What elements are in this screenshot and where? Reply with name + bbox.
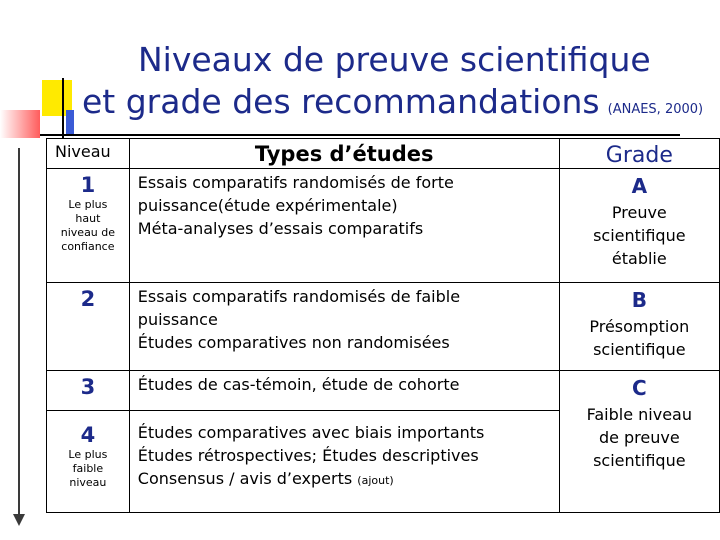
level-4-sub-1: Le plus <box>68 448 108 461</box>
table-header-row <box>47 139 720 169</box>
grade-b-desc-1: Présomption <box>589 317 690 336</box>
grade-a-desc-2: scientifique <box>593 226 686 245</box>
grade-b-cell <box>559 283 719 371</box>
level-4-type-3-note: (ajout) <box>357 474 394 487</box>
level-4-sub-2: faible <box>72 462 104 475</box>
evidence-table <box>46 138 720 513</box>
level-1-types <box>129 169 559 283</box>
level-2-type-3: Études comparatives non randomisées <box>137 333 450 352</box>
grade-c-letter: C <box>631 376 647 400</box>
level-1-sub-1: Le plus <box>68 198 108 211</box>
level-3-cell <box>47 371 130 411</box>
decor-horizontal-line <box>40 134 680 136</box>
grade-a-cell <box>559 169 719 283</box>
level-4-type-1: Études comparatives avec biais importants <box>137 423 485 442</box>
level-2-type-2: puissance <box>137 310 218 329</box>
header-niveau: Niveau <box>47 139 130 169</box>
table-row-level-3 <box>47 371 720 411</box>
title-source: (ANAES, 2000) <box>607 102 704 117</box>
title-line-2 <box>82 82 703 121</box>
grade-c-desc-2: de preuve <box>598 428 680 447</box>
decor-red-bar <box>0 110 40 138</box>
level-3-types <box>129 371 559 411</box>
level-3-type-1: Études de cas-témoin, étude de cohorte <box>137 375 460 394</box>
level-4-number: 4 <box>80 423 96 447</box>
title-line-2-text: et grade des recommandations <box>82 82 600 121</box>
level-3-number: 3 <box>80 375 96 399</box>
level-1-type-3: Méta-analyses d’essais comparatifs <box>137 219 424 238</box>
level-4-type-3-text: Consensus / avis d’experts <box>137 469 353 488</box>
level-1-sub-3: niveau de <box>60 226 116 239</box>
level-4-sub-3: niveau <box>69 476 107 489</box>
grade-a-letter: A <box>631 174 648 198</box>
level-2-type-1: Essais comparatifs randomisés de faible <box>137 287 461 306</box>
grade-c-desc-1: Faible niveau <box>586 405 692 424</box>
grade-a-desc-3: établie <box>611 249 667 268</box>
header-grade: Grade <box>559 139 719 169</box>
table-row-level-2 <box>47 283 720 371</box>
grade-a-desc-1: Preuve <box>611 203 667 222</box>
confidence-arrow <box>18 148 20 520</box>
table-row-level-1 <box>47 169 720 283</box>
header-types: Types d’études <box>129 139 559 169</box>
grade-c-cell <box>559 371 719 513</box>
decor-blue-bar <box>66 110 74 134</box>
decor-vertical-line <box>62 78 64 138</box>
grade-b-letter: B <box>631 288 647 312</box>
title-line-1: Niveaux de preuve scientifique <box>138 40 651 79</box>
level-1-sub-4: confiance <box>61 240 115 253</box>
grade-c-desc-3: scientifique <box>593 451 686 470</box>
level-1-type-2: puissance(étude expérimentale) <box>137 196 398 215</box>
level-2-cell <box>47 283 130 371</box>
arrow-down-icon <box>13 514 25 526</box>
level-4-types <box>129 411 559 513</box>
level-4-cell <box>47 411 130 513</box>
level-1-sub-2: haut <box>75 212 101 225</box>
level-4-type-3 <box>138 467 559 492</box>
level-4-type-2: Études rétrospectives; Études descriptives <box>137 446 479 465</box>
level-2-types <box>129 283 559 371</box>
level-2-number: 2 <box>80 287 96 311</box>
grade-b-desc-2: scientifique <box>593 340 686 359</box>
level-1-cell <box>47 169 130 283</box>
level-1-type-1: Essais comparatifs randomisés de forte <box>137 173 454 192</box>
level-1-number: 1 <box>80 173 96 197</box>
